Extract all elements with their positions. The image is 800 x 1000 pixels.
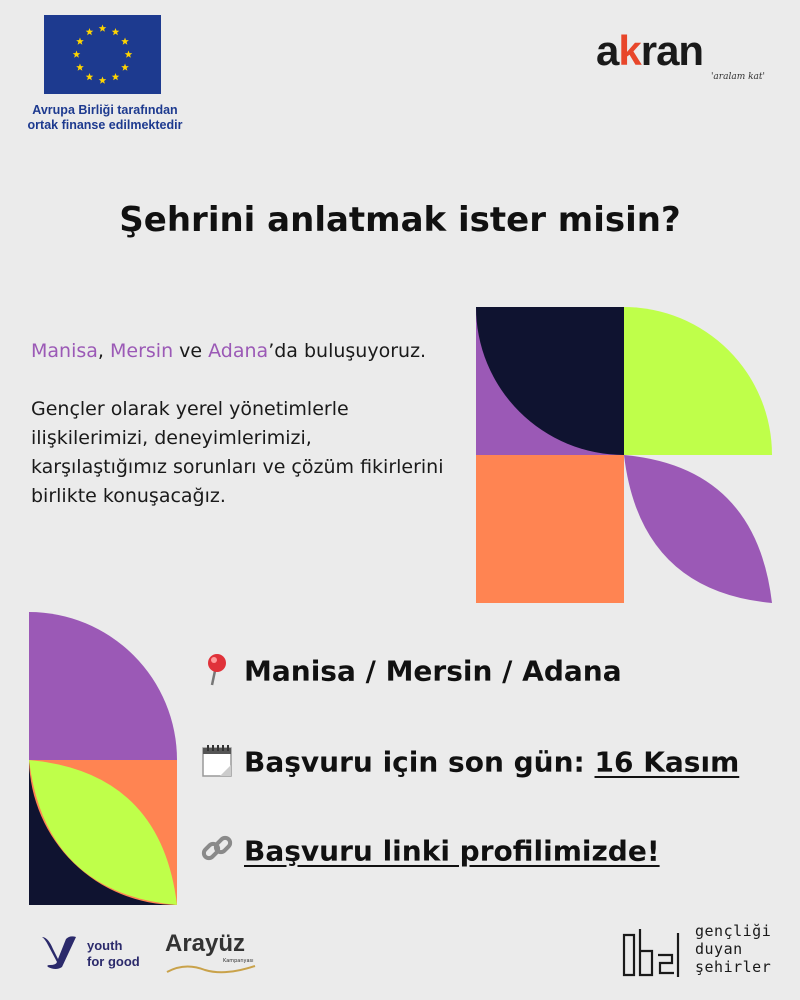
eu-star-icon	[121, 38, 129, 45]
eu-star-icon	[86, 73, 94, 80]
eu-caption-line2: ortak finanse edilmektedir	[27, 118, 183, 132]
art-purple-leaf	[624, 455, 772, 603]
arayuz-logo	[165, 930, 265, 978]
geometric-art-bottom	[29, 612, 177, 905]
arayuz-swoosh	[165, 960, 265, 976]
location-text: Manisa / Mersin / Adana	[244, 654, 622, 688]
arayuz-wordmark: Arayüz	[165, 930, 246, 957]
eu-star-icon	[121, 64, 129, 71]
geometric-art-top	[476, 307, 772, 603]
intro-paragraph-2: Gençler olarak yerel yönetimlerle ilişkilerimizi, deneyimlerimizi, karşılaştığımız sorunları ve çözüm fikirlerini birlikte konuşacağız.	[31, 398, 444, 507]
akran-tagline: 'aralam kat'	[710, 72, 765, 82]
arayuz-subtitle: Kampanyası	[223, 958, 254, 964]
intro-paragraph-1	[31, 337, 451, 366]
gds-line2: duyan	[695, 940, 743, 958]
eu-star-icon	[86, 28, 94, 35]
art-orange-square	[476, 455, 624, 603]
info-deadline	[200, 742, 739, 785]
intro-conjunction: ve	[173, 340, 209, 362]
akran-letters-ran: ran	[640, 27, 704, 74]
deadline-label: Başvuru için son gün:	[244, 745, 595, 779]
akran-wordmark	[596, 28, 703, 74]
akran-logo	[596, 28, 771, 90]
yfg-line1: youth	[87, 938, 123, 953]
genciligi-duyan-sehirler-logo-mark	[620, 925, 690, 985]
akran-letter-k: k	[618, 27, 641, 74]
eu-star-icon	[73, 51, 81, 58]
eu-funding-caption	[10, 103, 200, 133]
application-link-text[interactable]: Başvuru linki profilimizde!	[244, 834, 660, 868]
akran-letter-a: a	[596, 27, 619, 74]
info-location	[200, 652, 622, 693]
eu-star-icon	[112, 28, 120, 35]
intro-separator: ,	[97, 340, 110, 362]
round-pushpin-icon	[200, 652, 234, 693]
intro-tail: ’da buluşuyoruz.	[268, 340, 427, 362]
gds-line3: şehirler	[695, 958, 772, 976]
intro-text	[31, 337, 451, 511]
eu-caption-line1: Avrupa Birliği tarafından	[32, 103, 178, 117]
info-application-link	[200, 832, 660, 873]
yfg-line2: for good	[87, 954, 140, 969]
city-manisa: Manisa	[31, 340, 98, 362]
eu-star-icon	[125, 51, 133, 58]
city-mersin: Mersin	[110, 340, 174, 362]
eu-flag-logo	[44, 15, 161, 94]
youth-for-good-text	[87, 938, 140, 970]
calendar-icon	[200, 742, 234, 785]
eu-star-icon	[112, 73, 120, 80]
gds-line1: gençliği	[695, 922, 772, 940]
page-title: Şehrini anlatmak ister misin?	[119, 200, 681, 240]
art-purple-quarter	[29, 612, 177, 760]
eu-star-icon	[99, 77, 107, 84]
eu-star-icon	[76, 38, 84, 45]
genciligi-duyan-sehirler-text	[695, 922, 771, 976]
link-icon	[200, 832, 234, 873]
city-adana: Adana	[208, 340, 269, 362]
youth-for-good-logo-mark	[40, 935, 78, 971]
art-lime-quarter	[624, 307, 772, 455]
deadline-date: 16 Kasım	[594, 745, 740, 779]
eu-star-icon	[76, 64, 84, 71]
eu-star-icon	[99, 25, 107, 32]
